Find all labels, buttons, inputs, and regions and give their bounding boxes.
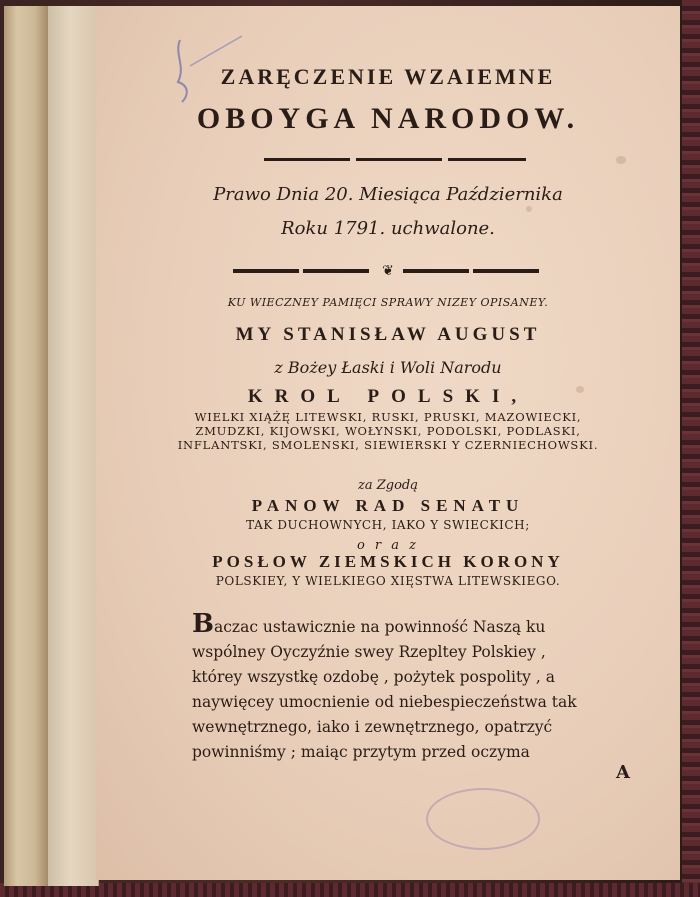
body-line xyxy=(192,609,632,640)
library-stamp xyxy=(426,788,540,850)
ornament-divider xyxy=(96,260,680,278)
body-line: wspólney Oyczyźnie swey Rzepltey Polskiey , xyxy=(192,643,546,661)
king-titles: WIELKI XIĄŻĘ LITEWSKI, RUSKI, PRUSKI, MAZOWIECKI, ZMUDZKI, KIJOWSKI, WOŁYNSKI, PODOLSKI, PODLASKI, INFLANTSKI, SMOLENSKI, SIEWIERSKI Y CZERNIECHOWSKI. xyxy=(177,410,599,452)
clergy-line: TAK DUCHOWNYCH, IAKO Y SWIECKICH; xyxy=(246,518,530,532)
title-rule xyxy=(264,158,526,161)
body-line: którey wszystkę ozdobę , pożytek pospolity , a xyxy=(192,668,555,686)
printed-page xyxy=(96,6,680,880)
king-name: MY STANISŁAW AUGUST xyxy=(235,324,541,345)
title-line-1: ZARĘCZENIE WZAIEMNE xyxy=(220,64,556,89)
oraz-line: o r a z xyxy=(356,538,420,553)
paper-stain xyxy=(616,156,626,164)
book-spine xyxy=(4,6,50,886)
body-line: naywięcey umocnienie od niebespieczeństwa tak xyxy=(192,693,577,711)
ornament-bar-right xyxy=(403,269,543,273)
body-line: powinniśmy ; maiąc przytym przed oczyma xyxy=(192,743,530,761)
body-line-text: aczac ustawicznie na powinność Naszą ku xyxy=(213,618,546,636)
title-line-2: OBOYGA NARODOW. xyxy=(196,102,580,135)
ornament-bar-left xyxy=(233,269,373,273)
preamble-line: KU WIECZNEY PAMIĘCI SPRAWY NIZEY OPISANEY. xyxy=(227,296,549,309)
king-grace: z Bożey Łaski i Woli Narodu xyxy=(274,358,502,377)
subtitle-line-2: Roku 1791. uchwalone. xyxy=(281,218,495,239)
binding-edge-bottom xyxy=(0,883,700,897)
subtitle-line-1: Prawo Dnia 20. Miesiąca Października xyxy=(213,184,563,205)
realm-line: POLSKIEY, Y WIELKIEGO XIĘSTWA LITEWSKIEGO. xyxy=(215,574,561,588)
king-title: KROL POLSKI, xyxy=(247,386,529,407)
body-paragraph xyxy=(192,609,632,765)
body-line: wewnętrznego, iako i zewnętrznego, opatrzyć xyxy=(192,718,553,736)
page-fold xyxy=(48,6,99,886)
paper-stain xyxy=(526,206,532,212)
deputies-line: POSŁOW ZIEMSKICH KORONY xyxy=(212,552,564,571)
catchword: A xyxy=(616,762,630,783)
consent-line: za Zgodą xyxy=(358,478,418,493)
drop-cap: B xyxy=(192,609,214,639)
binding-edge-right xyxy=(682,0,700,897)
senate-line: PANOW RAD SENATU xyxy=(251,496,525,515)
fleuron-icon: ❦ xyxy=(382,262,394,279)
